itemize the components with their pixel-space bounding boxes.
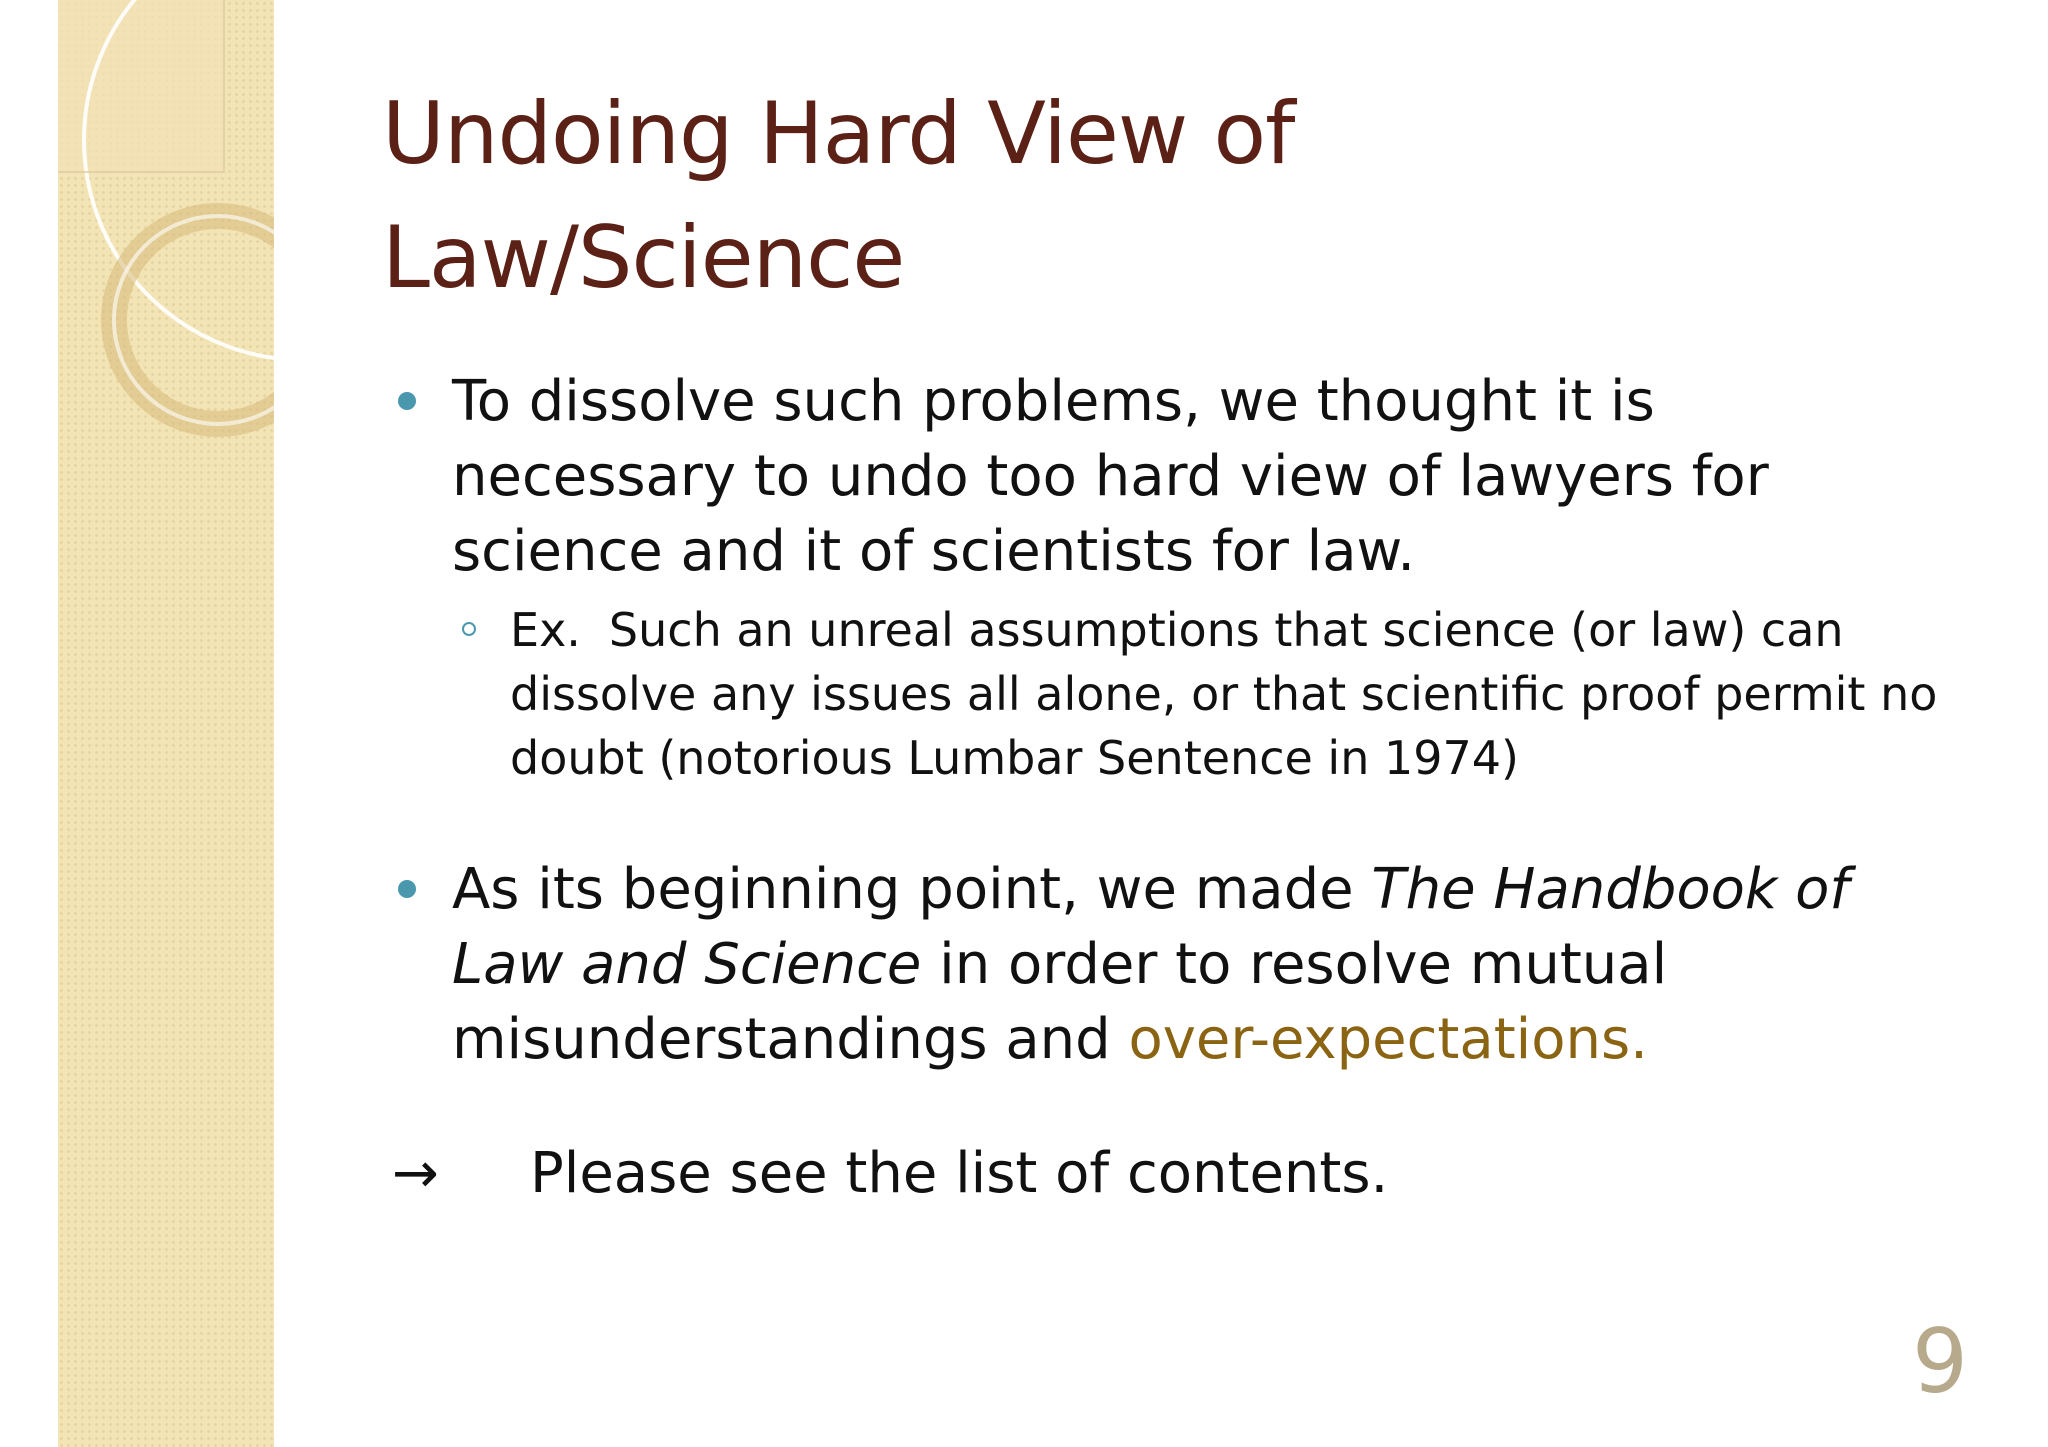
bullet-dot-icon: [398, 392, 416, 410]
highlighted-phrase: over-expectations.: [1128, 1007, 1648, 1072]
handbook-title: The Handbook of Law and Science: [452, 857, 1850, 997]
slide-title: [382, 72, 1582, 320]
bullet-dot-icon: [398, 880, 416, 898]
title-line-2: Law/Science: [382, 208, 905, 308]
sub-bullet-text: [510, 598, 1940, 790]
bullet-2-text-before: As its beginning point, we made: [452, 857, 1372, 922]
arrow-note-text: Please see the list of contents.: [530, 1141, 1389, 1206]
title-line-1: Undoing Hard View of: [382, 84, 1295, 184]
circle-ornament-icon: [58, 0, 274, 1447]
bullet-text-2: [452, 852, 1892, 1077]
bullet-text-1: To dissolve such problems, we thought it is necessary to undo too hard view of lawyers for science and it of scientists for law.: [452, 369, 1769, 584]
right-arrow-icon: →: [392, 1141, 439, 1206]
sub-bullet-ring-icon: [462, 622, 476, 636]
example-label: Ex.: [510, 603, 581, 657]
example-text: Such an unreal assumptions that science (or law) can dissolve any issues all alone, or that scientific proof permit no doubt (notorious Lumbar Sentence in 1974): [510, 603, 1938, 785]
arrow-note: [392, 1136, 1792, 1216]
page-number: 9: [1912, 1310, 1968, 1413]
decorative-side-band: [58, 0, 274, 1447]
bullet-2-text-middle: in order to resolve mutual misunderstandings and: [452, 932, 1668, 1072]
